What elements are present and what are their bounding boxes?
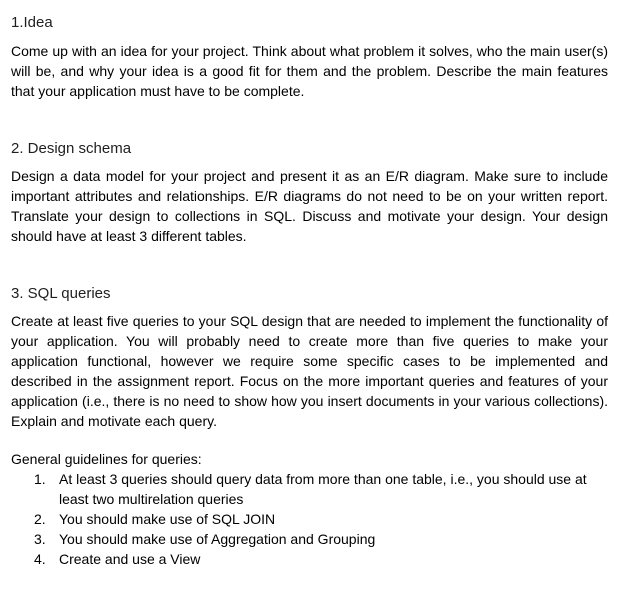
list-item <box>11 549 609 569</box>
guidelines-title: General guidelines for queries: <box>11 451 202 467</box>
list-item-text: Create and use a View <box>59 551 201 567</box>
guidelines-list <box>11 469 609 569</box>
section-heading-sql-queries: 3. SQL queries <box>11 285 111 302</box>
section-heading-idea: 1.Idea <box>11 14 53 31</box>
section-heading-design-schema: 2. Design schema <box>11 140 132 157</box>
section-body-design-schema: Design a data model for your project and present it as an E/R diagram. Make sure to include important attributes and relationships. E/R diagrams do not need to be on your written report. Translate your design to collections in SQL. Discuss and motivate your design. Your design should have at least 3 different tables. <box>11 168 608 244</box>
list-item-number: 1. <box>34 471 46 487</box>
list-item <box>11 469 609 509</box>
list-item-text: You should make use of Aggregation and Grouping <box>59 531 376 547</box>
list-item <box>11 509 609 529</box>
section-body-sql-queries: Create at least five queries to your SQL design that are needed to implement the functionality of your application. You will probably need to create more than five queries to make your application functional, however we require some specific cases to be implemented and described in the assignment report. Focus on the more important queries and features of your application (i.e., there is no need to show how you insert documents in your various collections). Explain and motivate each query. <box>11 313 608 429</box>
list-item-number: 2. <box>34 511 46 527</box>
list-item-number: 4. <box>34 551 46 567</box>
list-item <box>11 529 609 549</box>
list-item-number: 3. <box>34 531 46 547</box>
list-item-text: You should make use of SQL JOIN <box>59 511 276 527</box>
list-item-text: At least 3 queries should query data from more than one table, i.e., you should use at least two multirelation queries <box>59 471 587 507</box>
section-body-idea: Come up with an idea for your project. Think about what problem it solves, who the main user(s) will be, and why your idea is a good fit for them and the problem. Describe the main features that your application must have to be complete. <box>11 43 608 99</box>
